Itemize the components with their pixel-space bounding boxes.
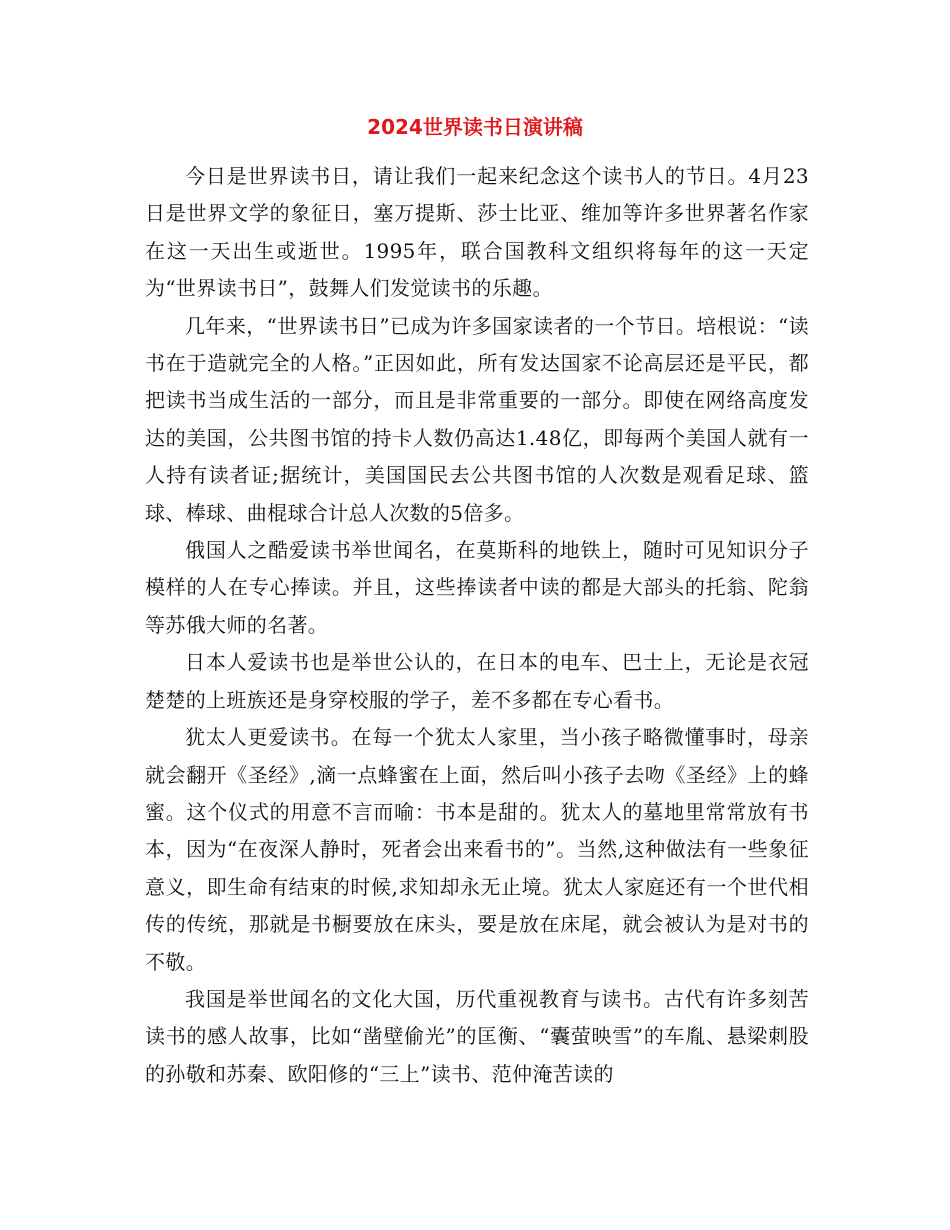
paragraph-2: 几年来，“世界读书日”已成为许多国家读者的一个节日。培根说：“读书在于造就完全的人格。”正因如此，所有发达国家不论高层还是平民，都把读书当成生活的一部分，而且是非常重要的一部分。即使在网络高度发达的美国，公共图书馆的持卡人数仍高达1.48亿，即每两个美国人就有一人持有读者证;据统计，美国国民去公共图书馆的人次数是观看足球、篮球、棒球、曲棍球合计总人次数的5倍多。 (145, 313, 809, 525)
document-title: 2024世界读书日演讲稿 (367, 115, 583, 139)
paragraph-3: 俄国人之酷爱读书举世闻名，在莫斯科的地铁上，随时可见知识分子模样的人在专心捧读。并且，这些捧读者中读的都是大部头的托翁、陀翁等苏俄大师的名著。 (145, 538, 809, 637)
paragraph-5: 犹太人更爱读书。在每一个犹太人家里，当小孩子略微懂事时，母亲就会翻开《圣经》,滴一点蜂蜜在上面，然后叫小孩子去吻《圣经》上的蜂蜜。这个仪式的用意不言而喻：书本是甜的。犹太人的墓地里常常放有书本，因为“在夜深人静时，死者会出来看书的”。当然,这种做法有一些象征意义，即生命有结束的时候,求知却永无止境。犹太人家庭还有一个世代相传的传统，那就是书橱要放在床头，要是放在床尾，就会被认为是对书的不敬。 (145, 725, 809, 974)
paragraph-6: 我国是举世闻名的文化大国，历代重视教育与读书。古代有许多刻苦读书的感人故事，比如“凿壁偷光”的匡衡、“囊萤映雪”的车胤、悬梁刺股的孙敬和苏秦、欧阳修的“三上”读书、范仲淹苦读的 (145, 986, 809, 1086)
paragraph-1: 今日是世界读书日，请让我们一起来纪念这个读书人的节日。4月23日是世界文学的象征日，塞万提斯、莎士比亚、维加等许多世界著名作家在这一天出生或逝世。1995年，联合国教科文组织将每年的这一天定为“世界读书日”，鼓舞人们发觉读书的乐趣。 (145, 164, 809, 301)
document-body (145, 158, 809, 1093)
paragraph-4: 日本人爱读书也是举世公认的，在日本的电车、巴士上，无论是衣冠楚楚的上班族还是身穿校服的学子，差不多都在专心看书。 (145, 650, 809, 712)
